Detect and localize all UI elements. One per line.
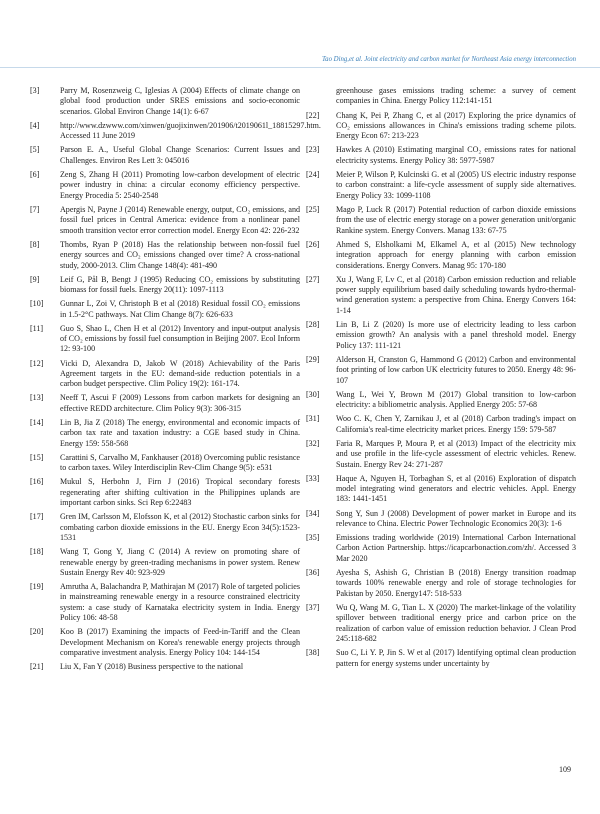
reference-text: Haque A, Nguyen H, Torbaghan S, et al (2016) Exploration of dispatch model integrating wind generators and electric vehicles. Appl. Energy 183: 1441-1451 (336, 473, 576, 504)
reference-number: [12] (30, 358, 44, 368)
reference-entry (306, 390, 576, 411)
reference-text: http://www.dzwww.com/xinwen/guojixinwen/201906/t2019061l_18815297.htm. Accessed 11 June 2019 (60, 120, 321, 141)
reference-number: [37] (306, 602, 320, 612)
reference-entry (306, 533, 576, 564)
reference-number: [28] (306, 319, 320, 329)
reference-text: Faria R, Marques P, Moura P, et al (2013) Impact of the electricity mix and use profile in the life-cycle assessment of electric vehicles. Renew. Sustain. Energy Rev 24: 271-287 (336, 438, 576, 469)
reference-text: Liu X, Fan Y (2018) Business perspective to the national (60, 662, 244, 672)
references-right-column (306, 86, 576, 673)
reference-text: Alderson H, Cranston G, Hammond G (2012) Carbon and environmental foot printing of low carbon UK electricity futures to 2050. Energy 48: 96-107 (336, 354, 576, 385)
reference-entry (30, 453, 300, 474)
reference-text: Apergis N, Payne J (2014) Renewable energy, output, CO₂ emissions, and fossil fuel prices in Central America: evidence from a nonlinear panel smooth transition vector error correction model. Energy Econ 42: 226-232 (60, 204, 300, 235)
reference-text: Gunnar L, Zoi V, Christoph B et al (2018) Residual fossil CO₂ emissions in 1.5-2°C pathways. Nat Clim Change 8(7): 626-633 (60, 299, 300, 319)
reference-entry (306, 145, 576, 166)
running-header: Tao Ding,et al. Joint electricity and carbon market for Northeast Asia energy interconnection (322, 56, 576, 63)
reference-text: Vicki D, Alexandra D, Jakob W (2018) Achievability of the Paris Agreement targets in the EU: demand-side reduction potentials in a carbon budget perspective. Clim Policy 19(2): 161-174. (60, 358, 300, 389)
reference-text: Hawkes A (2010) Estimating marginal CO₂ emissions rates for national electricity systems. Energy Policy 38: 5977-5987 (336, 145, 576, 165)
reference-entry (306, 320, 576, 351)
reference-number: [30] (306, 389, 320, 399)
reference-number: [23] (306, 145, 320, 155)
reference-entry (30, 324, 300, 355)
reference-text: Thombs, Ryan P (2018) Has the relationship between non-fossil fuel energy sources and CO₂ emissions changed over time? A cross-national study, 2000-2013. Clim Change 148(4): 481-490 (60, 239, 300, 270)
reference-text: Parry M, Rosenzweig C, Iglesias A (2004) Effects of climate change on global food production under SRES emissions and socio-economic scenarios. Global Environ Change 14(1): 6-67 (60, 86, 300, 116)
reference-text: Chang K, Pei P, Zhang C, et al (2017) Exploring the price dynamics of CO₂ emissions allowances in China's emissions trading scheme pilots. Energy Econ 67: 213-223 (336, 110, 576, 141)
reference-entry (30, 275, 300, 296)
reference-text: Amrutha A, Balachandra P, Mathirajan M (2017) Role of targeted policies in mainstreaming renewable energy in a resource constrained electricity system: a case study of Karnataka electricity system in India. Energy Policy 106: 48-58 (60, 582, 300, 623)
reference-text: Guo S, Shao L, Chen H et al (2012) Inventory and input-output analysis of CO₂ emissions by fossil fuel consumption in Beijing 2007. Ecol Inform 12: 93-100 (60, 323, 300, 354)
reference-text: Zeng S, Zhang H (2011) Promoting low-carbon development of electric power industry in china: a circular economy efficiency perspective. Energy Procedia 5: 2540-2548 (60, 169, 300, 200)
reference-entry (306, 205, 576, 236)
reference-text: Wu Q, Wang M. G, Tian L. X (2020) The market-linkage of the volatility spillover between traditional energy price and carbon price on the realization of carbon value of emission reduction behavior. J Clean Prod 245:118-682 (336, 602, 576, 644)
reference-number: [29] (306, 354, 320, 364)
reference-number: [25] (306, 204, 320, 214)
reference-number: [31] (306, 414, 320, 424)
reference-number: [20] (30, 627, 44, 637)
reference-text: Lin B, Li Z (2020) Is more use of electricity leading to less carbon emission growth? An analysis with a panel threshold model. Energy Policy 137: 111-121 (336, 319, 576, 350)
reference-entry (306, 275, 576, 317)
reference-text: Mukul S, Herbohn J, Firn J (2016) Tropical secondary forests regenerating after shifting cultivation in the Philippines uplands are important carbon sinks. Sci Rep 6:22483 (60, 477, 300, 508)
reference-text: Koo B (2017) Examining the impacts of Feed-in-Tariff and the Clean Development Mechanism on Korea's renewable energy projects through comparative investment analysis. Energy Policy 104: 144-154 (60, 627, 300, 658)
reference-number: [32] (306, 438, 320, 448)
reference-number: [18] (30, 547, 44, 557)
reference-entry (30, 477, 300, 508)
reference-number: [19] (30, 582, 44, 592)
reference-number: [16] (30, 477, 44, 487)
reference-text: greenhouse gases emissions trading scheme: a survey of cement companies in China. Energy Policy 112:141-151 (336, 86, 576, 106)
reference-text: Meier P, Wilson P, Kulcinski G. et al (2005) US electric industry response to carbon constraint: a life-cycle assessment of supply side alternatives. Energy Policy 33: 1099-1108 (336, 169, 576, 200)
reference-entry (30, 145, 300, 166)
reference-number: [38] (306, 648, 320, 658)
reference-number: [36] (306, 567, 320, 577)
reference-text: Leif G, Pål B, Bengt J (1995) Reducing CO₂ emissions by substituting biomass for fossil fuels. Energy 20(11): 1097-1113 (60, 274, 300, 295)
reference-entry (306, 568, 576, 599)
reference-number: [3] (30, 86, 40, 95)
reference-number: [10] (30, 299, 44, 309)
reference-text: Ahmed S, Elsholkami M, Elkamel A, et al (2015) New technology integration approach for energy planning with carbon emission considerations. Energy Convers. Manag 95: 170-180 (336, 239, 576, 270)
reference-number: [4] (30, 120, 40, 130)
reference-number: [15] (30, 452, 44, 462)
reference-entry (30, 582, 300, 624)
reference-text: Wang L, Wei Y, Brown M (2017) Global transition to low-carbon electricity: a bibliometric analysis. Applied Energy 205: 57-68 (336, 389, 576, 410)
reference-text: Xu J, Wang F, Lv C, et al (2018) Carbon emission reduction and reliable power supply equilibrium based daily scheduling towards hydro-thermal-wind generation system: a perspective from China. Energy Convers 164: 1-14 (336, 274, 576, 315)
reference-entry (30, 205, 300, 236)
reference-text: Suo C, Li Y. P, Jin S. W et al (2017) Identifying optimal clean production pattern for energy systems under uncertainty by (336, 648, 576, 668)
reference-entry (306, 355, 576, 386)
header-rule (0, 67, 600, 68)
reference-entry (30, 512, 300, 543)
page-number: 109 (559, 765, 571, 774)
reference-entry (306, 474, 576, 505)
reference-text: Lin B, Jia Z (2018) The energy, environmental and economic impacts of carbon tax rate and taxation industry: a CGE based study in China. Energy 159: 558-568 (60, 417, 300, 448)
reference-number: [17] (30, 512, 44, 522)
reference-number: [5] (30, 145, 40, 155)
reference-entry (30, 418, 300, 449)
reference-number: [14] (30, 417, 44, 427)
reference-number: [7] (30, 204, 40, 214)
reference-number: [35] (306, 533, 320, 543)
reference-text: Wang T, Gong Y, Jiang C (2014) A review on promoting share of renewable energy by green-trading mechanisms in power system. Renew Sustain Energy Rev 40: 923-929 (60, 547, 300, 577)
reference-number: [8] (30, 239, 40, 249)
reference-text: Emissions trading worldwide (2019) International Carbon International Carbon Action Partnership. https://icapcarbonaction.com/zh/. Accessed 3 Mar 2020 (336, 533, 576, 563)
reference-entry (30, 170, 300, 201)
reference-entry (30, 299, 300, 320)
reference-text: Carattini S, Carvalho M, Fankhauser (2018) Overcoming public resistance to carbon taxes. Wiley Interdisciplin Rev-Clim Change 9(5): e531 (60, 452, 301, 473)
reference-entry (30, 662, 300, 672)
reference-number: [27] (306, 274, 320, 284)
reference-entry (306, 170, 576, 201)
reference-number: [26] (306, 239, 320, 249)
reference-text: Mago P, Luck R (2017) Potential reduction of carbon dioxide emissions from the use of electric energy storage on a power generation unit/organic Rankine system. Energy Convers. Manag 133: 67-75 (336, 204, 576, 235)
reference-number: [22] (306, 110, 320, 120)
reference-number: [21] (30, 662, 44, 672)
reference-number: [9] (30, 274, 40, 284)
reference-entry (30, 359, 300, 390)
reference-number: [11] (30, 323, 44, 333)
reference-number: [33] (306, 473, 320, 483)
reference-number: [6] (30, 169, 40, 179)
reference-text: Woo C. K, Chen Y, Zarnikau J, et al (2018) Carbon trading's impact on California's real-time electricity market prices. Energy 159: 579-587 (336, 414, 576, 434)
reference-entry (30, 120, 321, 142)
reference-entry (30, 393, 300, 414)
reference-text: Parson E. A., Useful Global Change Scenarios: Current Issues and Challenges. Environ Res Lett 3: 045016 (60, 145, 300, 165)
reference-entry (30, 627, 300, 658)
reference-entry (30, 86, 300, 117)
reference-entry (306, 509, 576, 530)
reference-entry (306, 603, 576, 645)
reference-entry (306, 414, 576, 435)
reference-entry (306, 648, 576, 669)
reference-number: [13] (30, 393, 44, 403)
reference-number: [34] (306, 508, 320, 518)
reference-entry (306, 240, 576, 271)
reference-entry (306, 439, 576, 470)
reference-number: [24] (306, 169, 320, 179)
reference-text: Neeff T, Ascui F (2009) Lessons from carbon markets for designing an effective REDD architecture. Clim Policy 9(3): 306-315 (60, 393, 300, 413)
reference-text: Gren IM, Carlsson M, Elofsson K, et al (2012) Stochastic carbon sinks for combating carbon dioxide emissions in the EU. Energy Econ 34(5):1523-1531 (60, 512, 300, 543)
reference-entry (306, 111, 576, 142)
reference-text: Ayesha S, Ashish G, Christian B (2018) Energy transition roadmap towards 100% renewable energy and role of storage technologies for Pakistan by 2050. Energy147: 518-533 (336, 567, 576, 598)
reference-entry (30, 240, 300, 271)
reference-entry (306, 86, 576, 107)
reference-entry (30, 547, 300, 578)
reference-text: Song Y, Sun J (2008) Development of power market in Europe and its relevance to China. Electric Power Technologic Economics 20(3): 1-6 (336, 508, 576, 528)
